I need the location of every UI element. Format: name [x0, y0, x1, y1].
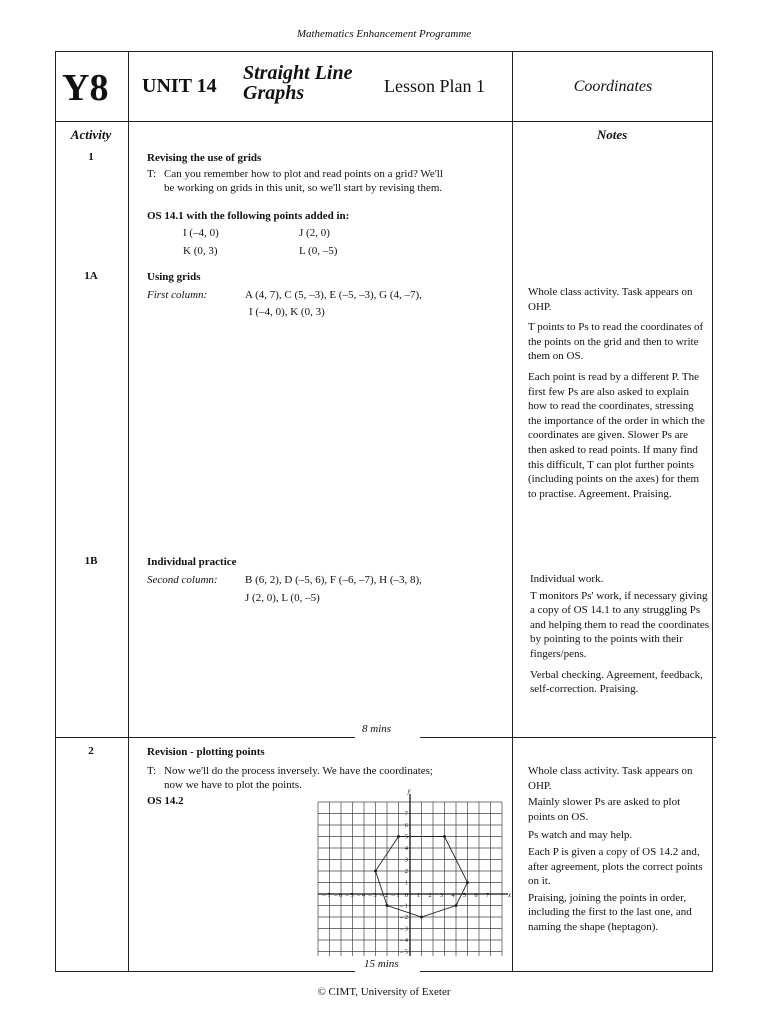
- y-tick-label: 4: [404, 845, 408, 852]
- lesson-label: Lesson Plan 1: [384, 76, 485, 96]
- y-tick-label: 3: [404, 856, 408, 864]
- table-border-bottom-left: [55, 971, 355, 972]
- programme-title: Mathematics Enhancement Programme: [296, 28, 472, 40]
- y-tick-label: – 5: [399, 948, 408, 956]
- activity-2-os-heading: OS 14.2: [147, 795, 184, 807]
- unit-title-line2: Graphs: [243, 82, 305, 104]
- x-tick-label: 1: [416, 892, 421, 899]
- x-tick-label: – 6: [333, 892, 343, 899]
- header-divider: [55, 121, 713, 122]
- topic-label: Coordinates: [573, 78, 653, 95]
- y-tick-label: 6: [404, 822, 408, 829]
- activity-1b-note-1: Individual work.: [530, 573, 604, 585]
- year-label: Y8: [62, 67, 109, 109]
- heptagon-vertex: [443, 835, 446, 838]
- x-tick-label: – 3: [368, 892, 377, 899]
- y-tick-label: 5: [404, 833, 408, 841]
- x-axis-label: x: [508, 891, 512, 899]
- section-divider-right: [420, 737, 716, 738]
- x-tick-label: – 4: [356, 892, 366, 899]
- activity-1-number: 1: [88, 151, 94, 163]
- activity-2-t-label: T:: [147, 765, 157, 777]
- heptagon-vertex: [466, 881, 469, 884]
- unit-title-line1: Straight Line: [243, 62, 353, 84]
- y-tick-label: 1: [404, 879, 408, 887]
- activity-1b-points-line2: J (2, 0), L (0, –5): [245, 592, 320, 604]
- section-divider-left: [55, 737, 355, 738]
- y-axis-label: y: [407, 788, 411, 795]
- point-l: L (0, –5): [299, 245, 338, 257]
- activity-2-note-5: Praising, joining the points in order, including the first to the last one, and naming the shape (heptagon).: [528, 891, 692, 933]
- notes-column-heading: Notes: [596, 127, 628, 142]
- x-tick-label: 3: [439, 892, 444, 899]
- table-border-right: [712, 51, 713, 971]
- x-tick-label: 2: [428, 892, 432, 899]
- activity-2-duration: 15 mins: [358, 958, 405, 970]
- coordinate-grid: [310, 788, 512, 956]
- activity-1b-note-3: Verbal checking. Agreement, feedback, self-correction. Praising.: [530, 668, 703, 696]
- x-tick-label: – 5: [345, 892, 354, 899]
- activity-2-number: 2: [88, 745, 94, 757]
- y-tick-label: – 2: [399, 914, 408, 921]
- activity-1b-number: 1B: [84, 555, 98, 567]
- heptagon-vertex: [455, 904, 458, 907]
- activity-2-t-line2: now we have to plot the points.: [164, 779, 302, 791]
- table-border-bottom-right: [420, 971, 713, 972]
- activity-1-t-line2: be working on grids in this unit, so we'll start by revising them.: [164, 182, 443, 194]
- point-i: I (–4, 0): [183, 227, 219, 239]
- activity-column-heading: Activity: [70, 127, 112, 142]
- activity-1-duration: 8 mins: [356, 723, 397, 735]
- heptagon-vertex: [386, 904, 389, 907]
- activity-2-notes: [528, 764, 708, 941]
- activity-1a-column-label: First column:: [147, 289, 208, 301]
- heptagon-vertex: [374, 870, 377, 873]
- activity-1-t-line1: Can you remember how to plot and read points on a grid? We'll: [164, 168, 443, 180]
- heptagon-vertex: [397, 835, 400, 838]
- origin-label: 0: [404, 892, 408, 899]
- activity-2-note-1: Whole class activity. Task appears on OHP.: [528, 765, 693, 792]
- x-tick-label: 4: [451, 892, 455, 899]
- table-border-left: [55, 51, 56, 971]
- activity-1b-column-label: Second column:: [147, 574, 218, 586]
- activity-1a-notes: [528, 285, 708, 507]
- x-tick-label: 5: [462, 892, 467, 899]
- unit-label: UNIT 14: [142, 75, 217, 97]
- activity-1b-points-line1: B (6, 2), D (–5, 6), F (–6, –7), H (–3, 8),: [245, 574, 422, 586]
- activity-1a-heading: Using grids: [147, 271, 201, 283]
- activity-1-t-label: T:: [147, 168, 157, 180]
- activity-1a-note-2: T points to Ps to read the coordinates of the points on the grid and then to write them on OS.: [528, 321, 704, 363]
- activity-1a-note-3: Each point is read by a different P. The first few Ps are also asked to explain how to read the coordinates, stressing the importance of the order in which the coordinates are given. Slower Ps are then asked to read points. If many find this difficult, T can plot further points (including points on the axes) for them to practise. Agreement. Praising.: [528, 370, 705, 500]
- y-tick-label: – 4: [399, 937, 408, 944]
- activity-1b-notes: [530, 572, 710, 703]
- column-divider-2: [512, 51, 513, 971]
- activity-1-os-heading: OS 14.1 with the following points added in:: [147, 210, 350, 222]
- activity-1b-note-2: T monitors Ps' work, if necessary giving a copy of OS 14.1 to any struggling Ps and helping them to read the coordinates by pointing to the points with their fingers/pens.: [530, 589, 709, 660]
- x-tick-label: – 7: [322, 892, 331, 899]
- activity-1a-points-line2: I (–4, 0), K (0, 3): [249, 306, 325, 318]
- activity-1a-points-line1: A (4, 7), C (5, –3), E (–5, –3), G (4, –7),: [245, 289, 422, 301]
- activity-1a-note-1: Whole class activity. Task appears on OHP.: [528, 286, 693, 313]
- activity-2-t-line1: Now we'll do the process inversely. We have the coordinates;: [164, 765, 433, 777]
- footer-copyright: © CIMT, University of Exeter: [317, 986, 451, 998]
- activity-2-note-4: Each P is given a copy of OS 14.2 and, after agreement, plots the correct points on it.: [528, 845, 703, 888]
- y-tick-label: – 3: [399, 925, 408, 933]
- x-tick-label: – 2: [379, 892, 389, 899]
- unit-title: [243, 63, 352, 103]
- activity-1a-number: 1A: [84, 270, 98, 282]
- table-border-top: [55, 51, 713, 52]
- x-tick-label: 6: [474, 892, 478, 899]
- column-divider-1: [128, 51, 129, 971]
- activity-2-note-2: Mainly slower Ps are asked to plot points on OS.: [528, 796, 681, 823]
- x-tick-label: – 1: [391, 892, 400, 899]
- heptagon-vertex: [420, 916, 423, 919]
- activity-2-note-3: Ps watch and may help.: [528, 829, 633, 842]
- activity-1b-heading: Individual practice: [147, 556, 237, 568]
- activity-1-heading: Revising the use of grids: [147, 152, 262, 164]
- activity-2-heading: Revision - plotting points: [147, 746, 265, 758]
- x-tick-label: 7: [485, 892, 490, 899]
- y-tick-label: – 1: [399, 902, 408, 910]
- tick-labels: [321, 788, 512, 956]
- y-tick-label: 2: [404, 868, 408, 875]
- axes: [318, 794, 508, 956]
- y-tick-label: 7: [404, 810, 408, 818]
- point-k: K (0, 3): [183, 245, 218, 257]
- point-j: J (2, 0): [299, 227, 330, 239]
